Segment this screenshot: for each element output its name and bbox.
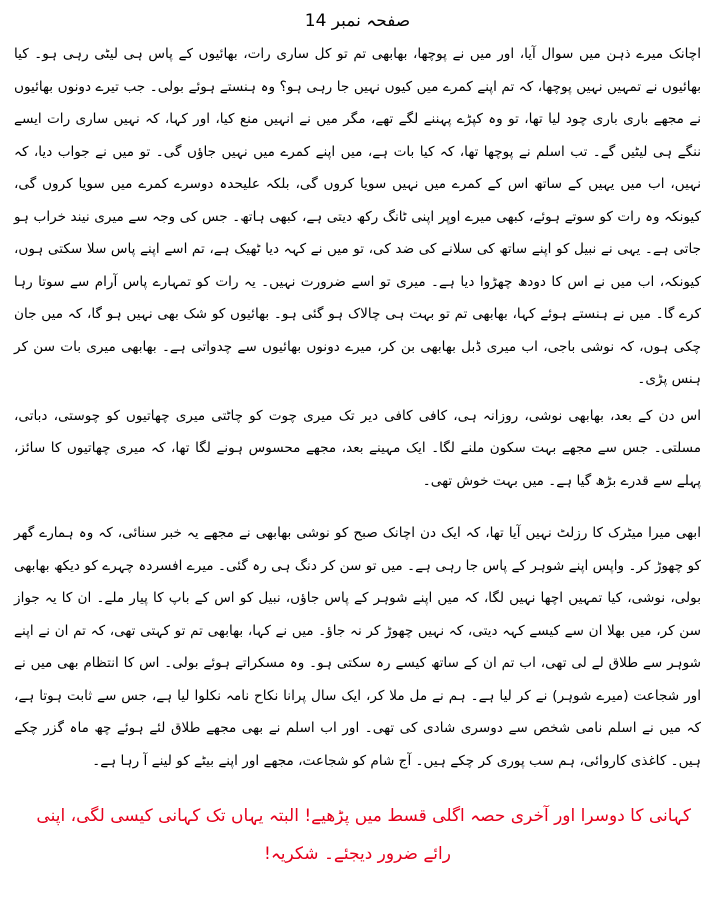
paragraph-2: اس دن کے بعد، بھابھی نوشی، روزانہ ہی، کافی کافی دیر تک میری چوت کو چاٹتی میری چھاتیوں کو چوستی، دباتی، مسلتی۔ جس سے مجھے بہت سکون ملنے لگا۔ ایک مہینے بعد، مجھے محسوس ہونے لگا تھا، کہ میری چھاتیوں کا سائز، پہلے سے قدرے بڑھ گیا ہے۔ میں بہت خوش تھی۔ — [14, 407, 701, 489]
closing-note-line-1: کہانی کا دوسرا اور آخری حصہ اگلی قسط میں پڑھیے! البتہ یہاں تک کہانی کیسی لگی، اپنی — [36, 806, 691, 826]
closing-note-line-2: رائے ضرور دیجئے۔ شکریہ! — [264, 844, 451, 864]
paragraph-1: اچانک میرے ذہن میں سوال آیا، اور میں نے پوچھا، بھابھی تم تو کل ساری رات، بھائیوں کے پاس ہی لیٹی رہی ہو۔ کیا بھائیوں نے تمہیں نہیں پوچھا، کہ تم اپنے کمرے میں کیوں نہیں جا رہی ہو؟ وہ ہنستے ہوئے بولی۔ جب تیرے دونوں بھائیوں نے مجھے باری باری چود لیا تھا، تو وہ کپڑے پہننے لگے تھے، مگر میں نے انہیں منع کیا، اور کہا، کہ نہیں ساری رات ایسے ننگے ہی لیٹیں گے۔ تب اسلم نے پوچھا تھا، کہ کیا بات ہے، میں اپنے کمرے میں نہیں جاؤں گی۔ تو میں نے جواب دیا، کہ نہیں، اب میں یہیں کے ساتھ اس کے کمرے میں نہیں سویا کروں گی، بلکہ علیحدہ دوسرے کمرے میں سویا کروں گی، کیونکہ وہ رات کو سوتے ہوئے، کبھی میرے اوپر اپنی ٹانگ رکھ دیتی ہے، کبھی ہاتھ۔ جس کی وجہ سے میری نیند خراب ہو جاتی ہے۔ یہی نے نبیل کو اپنے ساتھ کی سلانے کی ضد کی، تو میں نے کہہ دیا ٹھیک ہے، تم اسے اپنے پاس سلا سکتی ہوں، کیونکہ، اب میں نے اس کا دودھ چھڑوا دیا ہے۔ میری تو اسے ضرورت نہیں۔ یہ رات کو تمہارے پاس آرام سے سوتا رہا کرے گا۔ میں نے ہنستے ہوئے کہا، بھابھی تم تو بہت ہی چالاک ہو گئی ہو۔ بھائیوں کو شک بھی نہیں ہو گا، کہ میں جان چکی ہوں، کہ نوشی باجی، اب میری ڈبل بھابھی بن کر، میرے دونوں بھائیوں سے چدواتی ہے۔ بھابھی میری بات سن کر ہنس پڑی۔ — [14, 46, 701, 387]
paragraph-3: ابھی میرا میٹرک کا رزلٹ نہیں آیا تھا، کہ ایک دن اچانک صبح کو نوشی بھابھی نے مجھے یہ خبر سنائی، کہ وہ ہمارے گھر کو چھوڑ کر۔ واپس اپنے شوہر کے پاس جا رہی ہے۔ میں تو سن کر دنگ ہی رہ گئی۔ میرے افسردہ چہرے کو دیکھ بھابھی بولی، نوشی، کیا تمہیں اچھا نہیں لگا، کہ میں اپنے شوہر کے پاس جاؤں، نبیل کو اس کے باپ کا پیار ملے۔ ان کا یہ جواز سن کر، میں بھلا ان سے کیسے کہہ دیتی، کہ نہیں چھوڑ کر نہ جاؤ۔ میں نے کہا، بھابھی تم تو کہتی تھی، کہ تم ان نے اپنے شوہر سے طلاق لے لی تھی، اب تم ان کے ساتھ کیسے رہ سکتی ہو۔ وہ مسکراتے ہوئے بولی۔ اس کا انتظام بھی میں نے اور شجاعت (میرے شوہر) نے کر لیا ہے۔ ہم نے مل ملا کر، ایک سال پرانا نکاح نامہ نکلوا لیا ہے، جس سے ثابت ہوتا ہے، کہ میں نے اسلم نامی شخص سے دوسری شادی کی تھی۔ اور اب اسلم نے بھی مجھے طلاق لئے ہوئے چھ ماہ گزر چکے ہیں۔ کاغذی کاروائی، ہم سب پوری کر چکے ہیں۔ آج شام کو شجاعت، مجھے اور اپنے بیٹے کو لینے آ رہا ہے۔ — [14, 525, 701, 769]
page-number: صفحہ نمبر 14 — [304, 11, 411, 31]
